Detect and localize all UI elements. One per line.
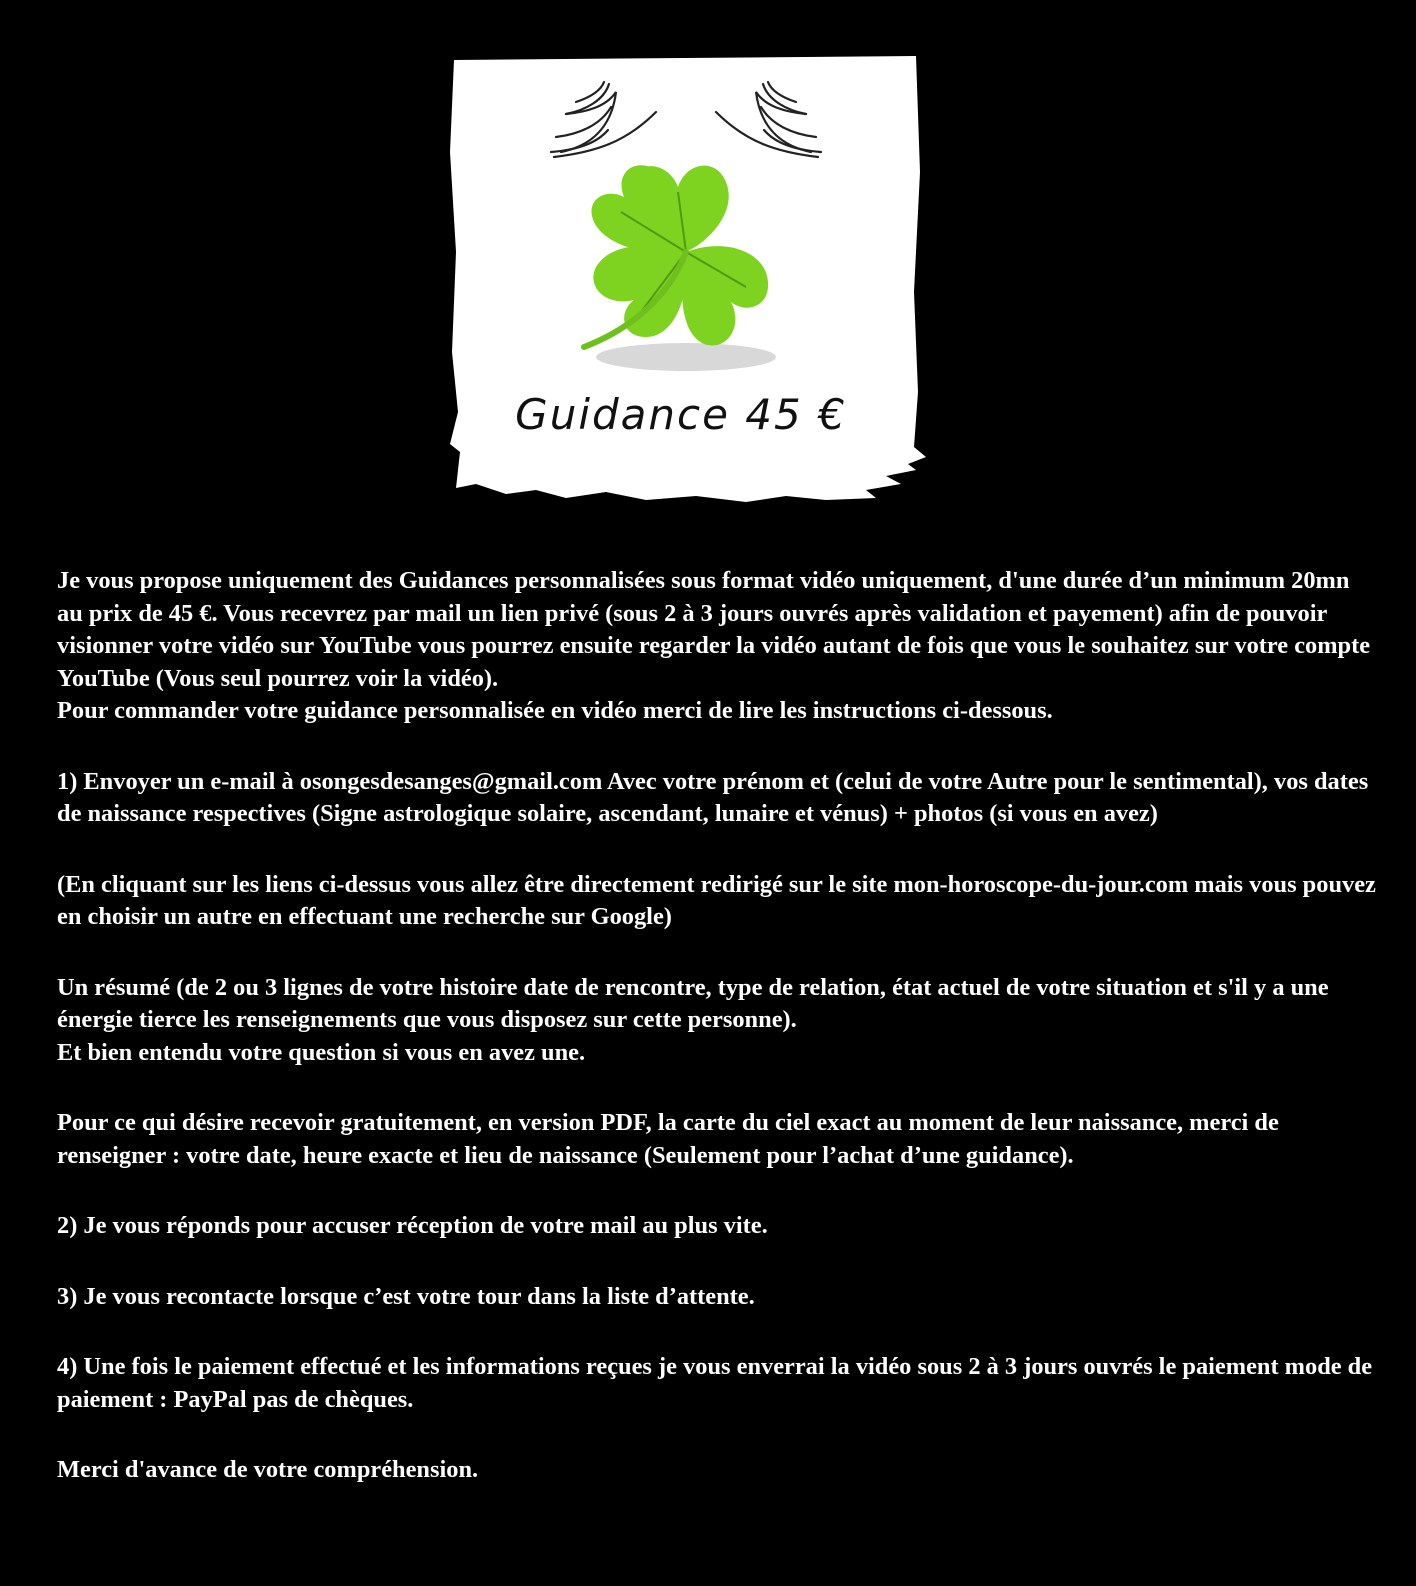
summary-paragraph: Un résumé (de 2 ou 3 lignes de votre histoire date de rencontre, type de relation, état actuel de votre situation et s'il y a une énergie tierce les renseignements que vous disposez sur cette personne). Et bien entendu votre question si vous en avez une.: [57, 973, 1329, 1066]
guidance-banner: [446, 52, 936, 514]
banner-title: Guidance 45 €: [515, 390, 847, 439]
birth-chart-paragraph: Pour ce qui désire recevoir gratuitement, en version PDF, la carte du ciel exact au moment de leur naissance, merci de renseigner : votre date, heure exacte et lieu de naissance (Seulement pour l’achat d’une guidance).: [57, 1109, 1279, 1169]
step-2-paragraph: 2) Je vous réponds pour accuser réception de votre mail au plus vite.: [57, 1212, 768, 1239]
guidance-description: [57, 565, 1377, 1525]
banner-paper: [446, 52, 936, 514]
step-1-paragraph: 1) Envoyer un e-mail à osongesdesanges@gmail.com Avec votre prénom et (celui de votre Autre pour le sentimental), vos dates de naissance respectives (Signe astrologique solaire, ascendant, lunaire et vénus) + photos (si vous en avez): [57, 767, 1369, 827]
step-4-paragraph: 4) Une fois le paiement effectué et les informations reçues je vous enverrai la vidéo sous 2 à 3 jours ouvrés le paiement mode de paiement : PayPal pas de chèques.: [57, 1353, 1373, 1413]
links-note-paragraph: (En cliquant sur les liens ci-dessus vous allez être directement redirigé sur le site mon-horoscope-du-jour.com mais vous pouvez en choisir un autre en effectuant une recherche sur Google): [57, 870, 1376, 930]
step-3-paragraph: 3) Je vous recontacte lorsque c’est votre tour dans la liste d’attente.: [57, 1282, 755, 1310]
thanks-paragraph: Merci d'avance de votre compréhension.: [57, 1456, 479, 1483]
intro-paragraph: Je vous propose uniquement des Guidances personnalisées sous format vidéo uniquement, d'une durée d’un minimum 20mn au prix de 45 €. Vous recevrez par mail un lien privé (sous 2 à 3 jours ouvrés après validation et payement) afin de pouvoir visionner votre vidéo sur YouTube vous pourrez ensuite regarder la vidéo autant de fois que vous le souhaitez sur votre compte YouTube (Vous seul pourrez voir la vidéo). Pour commander votre guidance personnalisée en vidéo merci de lire les instructions ci-dessous.: [57, 567, 1371, 724]
